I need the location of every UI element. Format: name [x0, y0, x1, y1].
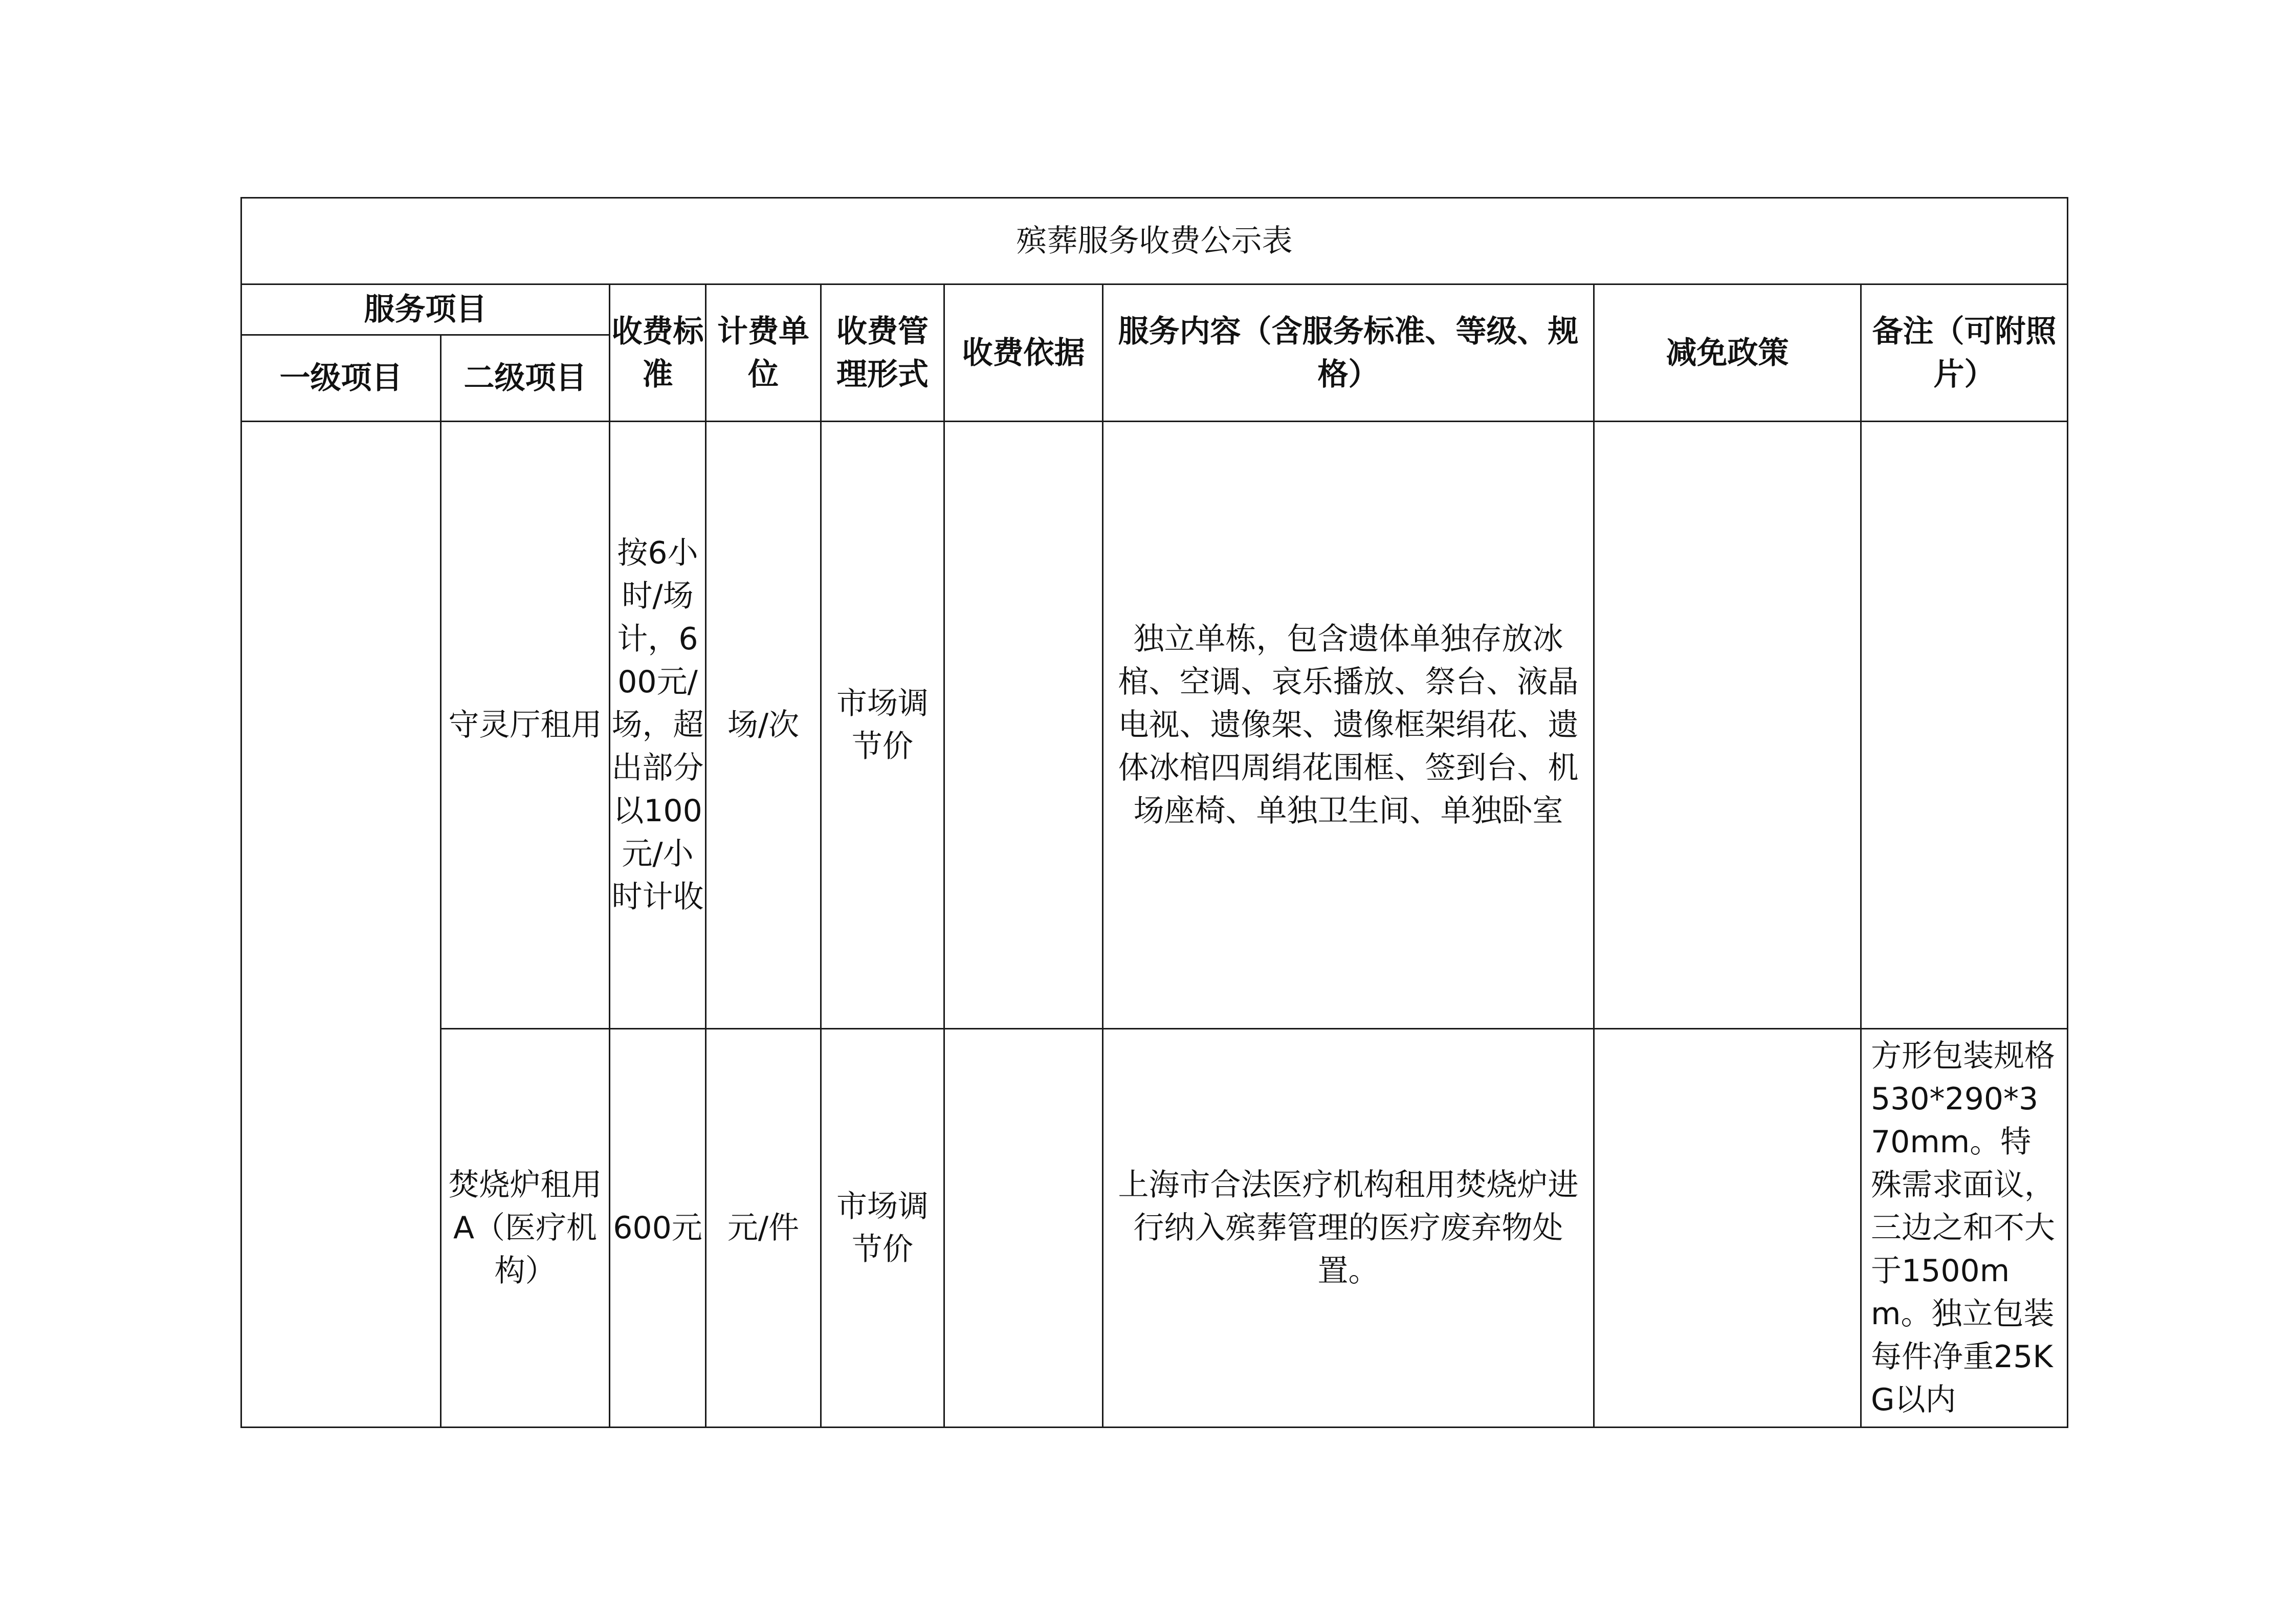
- row-fee-standard: 600元: [610, 1029, 706, 1428]
- header-unit: 计费单位: [706, 284, 821, 422]
- row-remark: 方形包装规格530*290*370mm。特殊需求面议，三边之和不大于1500mm。独立包装每件净重25KG以内: [1861, 1029, 2068, 1428]
- header-content: 服务内容（含服务标准、等级、规格）: [1103, 284, 1594, 422]
- row-policy: [1594, 422, 1861, 1029]
- header-level1: 一级项目: [241, 335, 441, 422]
- row-level2: 焚烧炉租用A（医疗机构）: [441, 1029, 610, 1428]
- row-content: 独立单栋，包含遗体单独存放冰棺、空调、哀乐播放、祭台、液晶电视、遗像架、遗像框架绢花、遗体冰棺四周绢花围框、签到台、机场座椅、单独卫生间、单独卧室: [1103, 422, 1594, 1029]
- table-row: [241, 1029, 2068, 1428]
- row-unit: 元/件: [706, 1029, 821, 1428]
- header-fee-standard: 收费标准: [610, 284, 706, 422]
- row-fee-standard: 按6小时/场计，600元/场，超出部分以100元/小时计收: [610, 422, 706, 1029]
- row-management-form: 市场调节价: [821, 1029, 944, 1428]
- row-basis: [944, 422, 1103, 1029]
- row-unit: 场/次: [706, 422, 821, 1029]
- row-level2: 守灵厅租用: [441, 422, 610, 1029]
- row-remark: [1861, 422, 2068, 1029]
- header-policy: 减免政策: [1594, 284, 1861, 422]
- table-row: [241, 422, 2068, 1029]
- header-service-item: 服务项目: [241, 284, 610, 335]
- row-basis: [944, 1029, 1103, 1428]
- header-basis: 收费依据: [944, 284, 1103, 422]
- row-policy: [1594, 1029, 1861, 1428]
- header-level2: 二级项目: [441, 335, 610, 422]
- header-remark: 备注（可附照片）: [1861, 284, 2068, 422]
- row-level1: [241, 422, 441, 1428]
- row-content: 上海市合法医疗机构租用焚烧炉进行纳入殡葬管理的医疗废弃物处置。: [1103, 1029, 1594, 1428]
- fee-table: [240, 197, 2068, 1428]
- header-management-form: 收费管理形式: [821, 284, 944, 422]
- row-management-form: 市场调节价: [821, 422, 944, 1029]
- table-title: 殡葬服务收费公示表: [241, 198, 2068, 284]
